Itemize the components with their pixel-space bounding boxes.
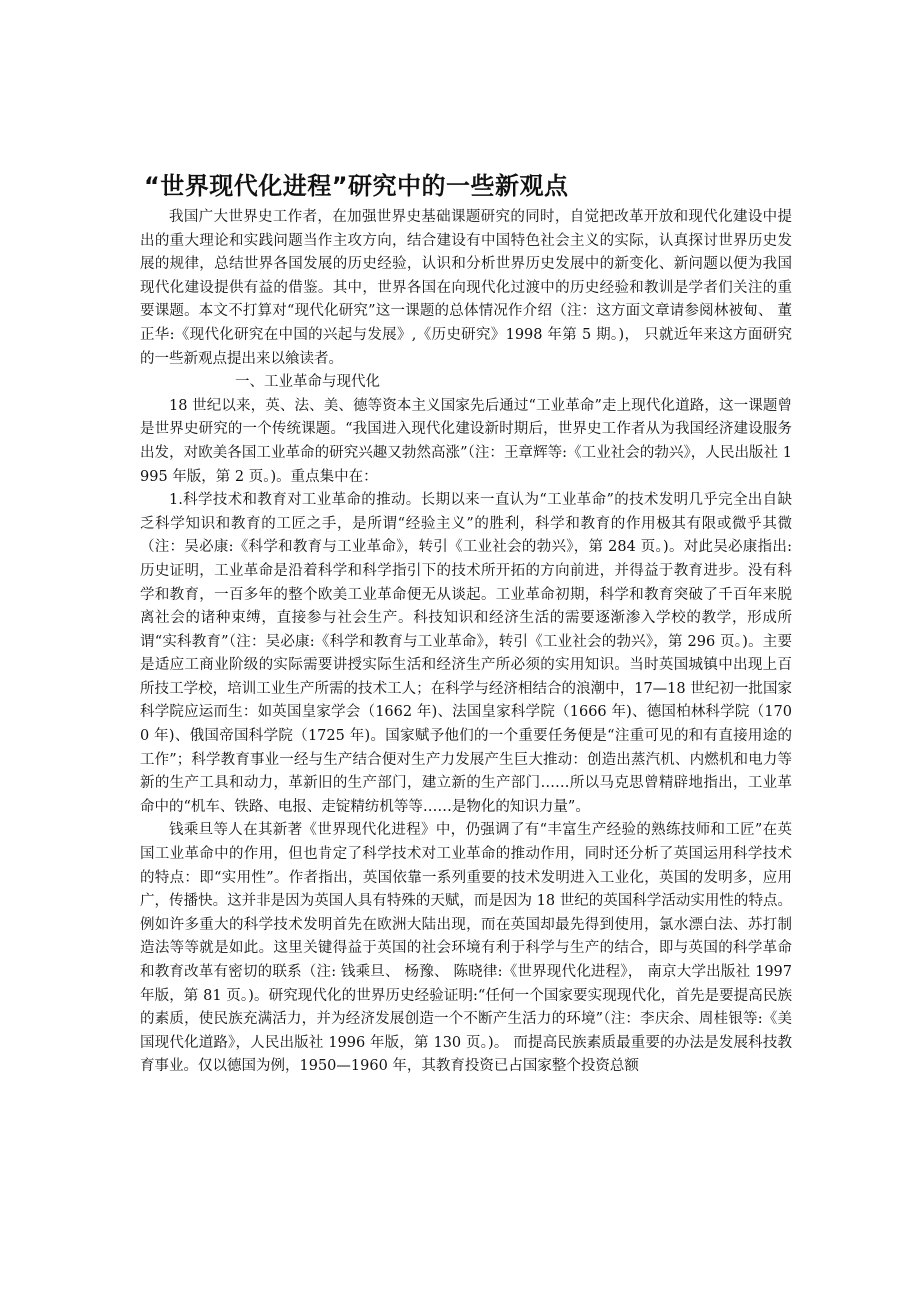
document-page (140, 170, 792, 1079)
section-paragraph-3: 钱乘旦等人在其新著《世界现代化进程》中，仍强调了有“丰富生产经验的熟练技师和工匠”在英国工业革命中的作用，但也肯定了科学技术对工业革命的推动作用，同时还分析了英国运用科学技术的特点：即“实用性”。作者指出，英国依靠一系列重要的技术发明进入工业化，英国的发明多，应用广，传播快。这并非是因为英国人具有特殊的天赋，而是因为 18 世纪的英国科学活动实用性的特点。例如许多重大的科学技术发明首先在欧洲大陆出现，而在英国却最先得到使用，氯水漂白法、苏打制造法等等就是如此。这里关键得益于英国的社会环境有利于科学与生产的结合，即与英国的科学革命和教育改革有密切的联系（注: 钱乘旦、 杨豫、 陈晓律:《世界现代化进程》， 南京大学出版社 1997 年版，第 81 页。)。研究现代化的世界历史经验证明:“任何一个国家要实现现代化，首先是要提高民族的素质，使民族充满活力，并为经济发展创造一个不断产生活力的环境”（注：李庆余、周桂银等:《美国现代化道路》，人民出版社 1996 年版，第 130 页。)。 而提高民族素质最重要的办法是发展科技教育事业。仅以德国为例，1950—1960 年，其教育投资已占国家整个投资总额 (140, 822, 792, 1075)
section-paragraph-1: 18 世纪以来，英、法、美、德等资本主义国家先后通过“工业革命”走上现代化道路，这一课题曾是世界史研究的一个传统课题。“我国进入现代化建设新时期后，世界史工作者从为我国经济建设服务出发，对欧美各国工业革命的研究兴趣又勃然高涨”（注：王章辉等:《工业社会的勃兴》，人民出版社 1995 年版，第 2 页。)。重点集中在： (140, 397, 792, 485)
section-heading: 一、工业革命与现代化 (235, 374, 380, 391)
intro-paragraph: 我国广大世界史工作者，在加强世界史基础课题研究的同时，自觉把改革开放和现代化建设中提出的重大理论和实践问题当作主攻方向，结合建设有中国特色社会主义的实际，认真探讨世界历史发展的规律，总结世界各国发展的历史经验，认识和分析世界历史发展中的新变化、新问题以便为我国现代化建设提供有益的借鉴。其中，世界各国在向现代化过渡中的历史经验和教训是学者们关注的重要课题。本文不打算对“现代化研究”这一课题的总体情况作介绍（注：这方面文章请参阅林被甸、 董正华:《现代化研究在中国的兴起与发展》,《历史研究》1998 年第 5 期。)， 只就近年来这方面研究的一些新观点提出来以飨读者。 (140, 209, 792, 367)
document-title: “世界现代化进程”研究中的一些新观点 (144, 172, 569, 200)
section-paragraph-2: 1.科学技术和教育对工业革命的推动。长期以来一直认为“工业革命”的技术发明几乎完全出自缺乏科学知识和教育的工匠之手，是所谓“经验主义”的胜利，科学和教育的作用极其有限或微乎其微（注：吴必康:《科学和教育与工业革命》，转引《工业社会的勃兴》，第 284 页。)。对此吴必康指出: 历史证明，工业革命是沿着科学和科学指引下的技术所开拓的方向前进，并得益于教育进步。没有科学和教育，一百多年的整个欧美工业革命便无从谈起。工业革命初期，科学和教育突破了千百年来脱离社会的诸种束缚，直接参与社会生产。科技知识和经济生活的需要逐渐渗入学校的教学，形成所谓“实科教育”（注：吴必康:《科学和教育与工业革命》，转引《工业社会的勃兴》，第 296 页。)。主要是适应工商业阶级的实际需要讲授实际生活和经济生产所必须的实用知识。当时英国城镇中出现上百所技工学校，培训工业生产所需的技术工人；在科学与经济相结合的浪潮中，17—18 世纪初一批国家科学院应运而生：如英国皇家学会（1662 年)、法国皇家科学院（1666 年)、德国柏林科学院（1700 年)、俄国帝国科学院（1725 年)。国家赋予他们的一个重要任务便是“注重可见的和有直接用途的工作”；科学教育事业一经与生产结合便对生产力发展产生巨大推动：创造出蒸汽机、内燃机和电力等新的生产工具和动力，革新旧的生产部门，建立新的生产部门……所以马克思曾精辟地指出，工业革命中的“机车、铁路、电报、走锭精纺机等等……是物化的知识力量”。 (140, 492, 792, 815)
